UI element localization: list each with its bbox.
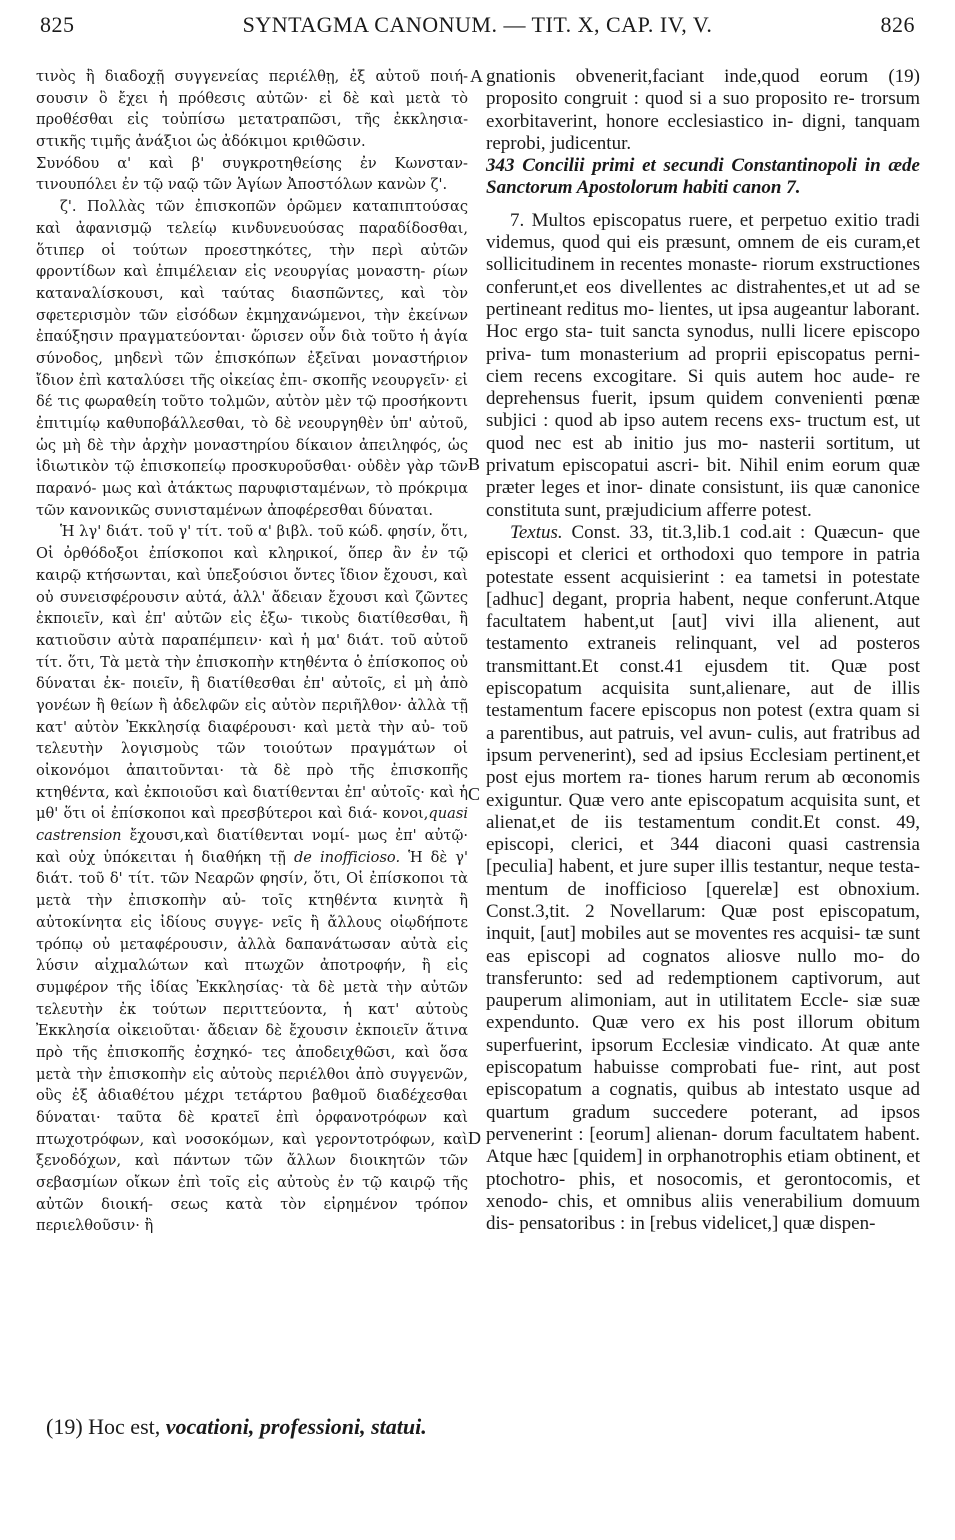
greek-commentary-part-3: Ἡ δὲ γ' διάτ. τοῦ δ' τίτ. τῶν Νεαρῶν φησίν, ὅτι, Οἱ ἐπίσκοποι τὰ μετὰ τὴν ἐπισκοπὴν αὐ- τοῖς κτηθέντα κινητὰ ἢ αὐτοκίνητα εἰς ἰδίους συγγε- νεῖς ἢ ἄλλους οἱῳδήποτε τρόπῳ οὐ μεταφέρουσιν, ἀλλὰ δαπανάτωσαν αὐτὰ εἰς λύσιν αἰχμαλώτων καὶ πτωχῶν ἀποτροφήν, ἢ εἰς συμφέρον τῆς ἰδίας Ἐκκλησίας· τὰ δὲ μετὰ τὴν αὐτῶν τελευτὴν ἐκ τούτων περιττεύοντα, ἡ κατ' αὐτοὺς Ἐκκλησία οἰκειοῦται· ἄδειαν δὲ ἔχουσιν ἐκποιεῖν ἅτινα πρὸ τῆς ἐπισκοπῆς ἐσχηκό- τες ἀποδειχθῶσι, καὶ ὅσα μετὰ τὴν ἐπισκοπὴν εἰς αὐτοὺς περιέλθοι ἀπὸ συγγενῶν, οὓς ἐξ ἀδιαθέτου μέχρι τετάρτου βαθμοῦ διαδέχεσθαι δύναται· ταῦτα δὲ κρατεῖ ἐπὶ ὀρφανοτρόφων καὶ πτωχοτρόφων, καὶ νοσοκόμων, καὶ γεροντοτρόφων, καὶ ξενοδόχων, καὶ πάντων τῶν ἄλλων διοικητῶν τῶν σεβασμίων οἴκων ἐπὶ τοῖς εἰς αὐτοὺς ἐν τῷ καιρῷ τῆς αὐτῶν διοική- σεως κατὰ τὸν εἰρημένον τρόπον περιελθοῦσιν· ἢ <box>36 848 469 1235</box>
margin-letter-d: D <box>468 1128 481 1148</box>
section-title-text: Concilii primi et secundi Constantinopoli in æde Sanctorum Apostolorum habiti canon 7. <box>486 155 920 199</box>
margin-letter-b: B <box>468 454 481 474</box>
greek-canon-7-text: ζ'. Πολλὰς τῶν ἐπισκοπῶν ὁρῶμεν καταπιπτούσας καὶ ἀφανισμῷ τελείῳ κινδυνευούσας παραδίδοσθαι, ὅτιπερ οἱ τούτων προεστηκότες, τὴν περὶ αὐτῶν φροντίδων καὶ ἐπιμέλειαν εἰς νεουργίας μοναστη- ρίων καταναλίσκουσι, καὶ ταύτας διασπῶντες, καὶ τὸν σφετερισμὸν τῶν εἰσόδων ἐκμηχανώμενοι, τὴν ἐκείνων ἐπαύξησιν πραγματεύονται· ὥρισεν οὖν διὰ τοῦτο ἡ ἁγία σύνοδος, μηδενὶ τῶν ἐπισκόπων ἐξεῖναι μοναστήριον ἴδιον ἐπὶ καταλύσει τῆς οἰκείας ἐπι- σκοπῆς νεουργεῖν· εἰ δέ τις φωραθείη τοῦτο τολμῶν, αὐτὸν μὲν τῷ προσήκοντι ἐπιτιμίῳ καθυποβάλλεσθαι, τὸ δὲ νεουργηθὲν ὑπ' αὐτοῦ, ὡς μὴ δὲ τὴν ἀρχὴν μοναστηρίου δίκαιον ἀπειληφός, ὡς ἰδιωτικὸν τῷ ἐπισκοπείῳ προσκυροῦσθαι· οὐδὲν γὰρ τῶν παρανό- μως καὶ ἀτάκτως παρυφισταμένων, τὸ πρόκριμα τῶν κανονικῶς συνισταμένων ἀποφέρεσθαι δύναται. <box>36 198 468 519</box>
greek-column <box>36 66 468 1237</box>
page-number-left: 825 <box>40 12 75 37</box>
running-title: SYNTAGMA CANONUM. — TIT. X, CAP. IV, V. <box>242 12 713 37</box>
page-number-right: 826 <box>880 12 915 37</box>
greek-commentary-part-2: ἔχουσι,καὶ διατίθενται νομί- μως ἐπ' αὐτῷ· καὶ οὐχ ὑπόκειται ἡ διαθήκη τῇ <box>36 827 468 866</box>
greek-commentary-part-1: Ἡ λγ' διάτ. τοῦ γ' τίτ. τοῦ α' βιβλ. τοῦ κώδ. φησίν, ὅτι, Οἱ ὀρθόδοξοι ἐπίσκοποι καὶ κληρικοί, ὅπερ ἂν ἐν τῷ καιρῷ κτήσωνται, καὶ ὑπεξούσιοι ὄντες ἴδιον ἔχουσι, καὶ οὐ συνεισφέρουσιν αὐτά, ἀλλ' ἄδειαν ἔχουσι καὶ ζῶντες ἐκποιεῖν, καὶ ἐπ' αὐτῶν εἰς ἐξω- τικοὺς διατίθεσθαι, ἢ κατιοῦσιν αὐτὰ παραπέμπειν· καὶ ἡ μα' διάτ. τοῦ αὐτοῦ τίτ. ὅτι, Τὰ μετὰ τὴν ἐπισκοπὴν κτηθέντα ὁ ἐπίσκοπος οὐ δύναται ἐκ- ποιεῖν, ἢ διατίθεσθαι ἐπ' αὐτοῖς, εἰ μὴ ἀπὸ γονέων ἢ θείων ἢ ἀδελφῶν εἰς αὐτὸν περιῆλθον· ἀλλὰ τῇ κατ' αὐτὸν Ἐκκλησίᾳ διαφέρουσι· καὶ μετὰ τὴν αὐ- τοῦ τελευτὴν λογισμοὺς τῶν τοιούτων πραγμάτων οἱ οἰκονόμοι ἀπαιτοῦνται· τὰ δὲ πρὸ τῆς ἐπισκοπῆς κτηθέντα, καὶ ἐκποιοῦσι καὶ διατίθενται ἐπ' αὐτοῖς· καὶ ἡ μθ' ὅτι οἱ ἐπίσκοποι καὶ πρεσβύτεροι καὶ διά- κονοι, <box>36 523 468 823</box>
greek-canon-heading: Συνόδου α' καὶ β' συγκροτηθείσης ἐν Κωνσταν- τινουπόλει ἐν τῷ ναῷ τῶν Ἁγίων Ἀποστόλων κανὼν ζ'. <box>36 154 468 194</box>
margin-letter-c: C <box>468 784 481 804</box>
page-header <box>40 12 915 46</box>
latin-canon-7-text: 7. Multos episcopatus ruere, et perpetuo exitio tradi videmus, quod qui eis præsunt, omnem de eis curam,et sollicitudinem in recentes monaste- riorum exstructiones conferunt,et eos divellentes ac distrahentes,et ut ad se pertineant reditus mo- lientes, ut ipsa augeantur laborant. Hoc ergo sta- tuit sancta synodus, nulli licere episcopo priva- tum monasterium ad proprii episcopatus perni- ciem recens excogitare. Si quis autem hoc aude- re deprehensus fuerit, ipsum quidem convenienti pœnæ subjici : quod ab ipso autem recens exs- tructum est, ut quod nec est ab initio jus mo- nasterii sortitum, ut privatum episcopatui ascri- bit. Nihil enim eorum quæ præter leges et inor- dinate consistunt, iis quæ canonice constituta sunt, præjudicium afferre potest. <box>486 209 920 521</box>
latin-term-castrension: quasi castrension <box>36 805 468 845</box>
margin-letter-a: A <box>470 66 483 86</box>
latin-term-inofficioso: de inofficioso. <box>293 848 401 866</box>
footnote <box>46 1414 906 1440</box>
section-number: 343 <box>486 155 515 177</box>
greek-paragraph-1: τινὸς ἢ διαδοχῇ συγγενείας περιέλθῃ, ἐξ αὐτοῦ ποιή- σουσιν ὃ ἔχει ἡ πρόθεσις αὐτῶν· εἰ δὲ καὶ μετὰ τὸ προθέσθαι εἰς τοὐπίσω μετατραπῶσι, τῆς ἐκκλησια- στικῆς τιμῆς ἀνάξιοι ὡς ἀδόκιμοι κριθῶσιν. <box>36 68 468 151</box>
footnote-text: vocationi, professioni, statui. <box>165 1414 427 1439</box>
footnote-number: (19) Hoc est, <box>46 1414 166 1439</box>
latin-section-title <box>486 155 920 200</box>
latin-paragraph-1: gnationis obvenerit,faciant inde,quod eorum (19) proposito congruit : quod si a suo proposito re- trorsum exorbitaverint, honore ecclesiastico in- digni, tanquam reprobi, judicentur. <box>486 66 920 154</box>
greek-commentary <box>36 521 468 1237</box>
latin-column <box>486 66 920 1235</box>
textus-label: Textus. <box>510 521 563 543</box>
latin-textus <box>486 522 920 1236</box>
textus-body: Const. 33, tit.3,lib.1 cod.ait : Quæcun- que episcopi et clerici et orthodoxi quo tempore in patria potestate essent acquisierint : ea tametsi in potestate [adhuc] degant, propria habent, neque conferunt.Atque facultatem habent,ut [aut] vivi illa alienent, aut testamento extraneis relinquant, vel ad posteros transmittant.Et const.41 ejusdem tit. Quæ post episcopatum acquisita sunt,alienare, aut de illis testamentum facere episcopus non potest (extra quam si a parentibus, aut patruis, vel avun- culis, aut fratribus ad ipsum pervenerint), sed ad ipsius Ecclesiam pertinent,et post ejus mortem ra- tiones harum rerum ab œconomis exiguntur. Quæ vero ante episcopatum acquisita sunt, et alienat,et de iis testamentum condit.Et const. 49, episcopi, clerici, et 344 diaconi quasi castrensia [peculia] habent, et jure super illis testantur, neque testa- mentum de inofficioso [querelæ] est obnoxium. Const.3,tit. 2 Novellarum: Quæ post episcopatum, inquit, [aut] mobiles aut se moventes res acquisi- tæ sunt eas episcopi ad cognatos aliosve nullo mo- do transferunto: sed ad redemptionem captivorum, aut pauperum alimoniam, aut in utilitatem Eccle- siæ suæ expendunto. Quæ vero ex his post illorum obitum superfuerint, ipsorum Ecclesiæ vindicato. At quæ ante episcopatum habuisse comprobati fue- rint, aut post episcopatum a cognatis, quibus ab intestato usque ad quartum gradum succedere poterant, ad ipsos pervenerint : [eorum] alienan- dorum facultatem habent. Atque hæc [quidem] in orphanotrophis etiam obtinent, et ptochotro- phis, et nosocomis, et gerontocomis, et xenodo- chis, et omnibus aliis venerabilium domuum dis- pensatoribus : in [rebus videlicet,] quæ dispen- <box>486 521 920 1235</box>
